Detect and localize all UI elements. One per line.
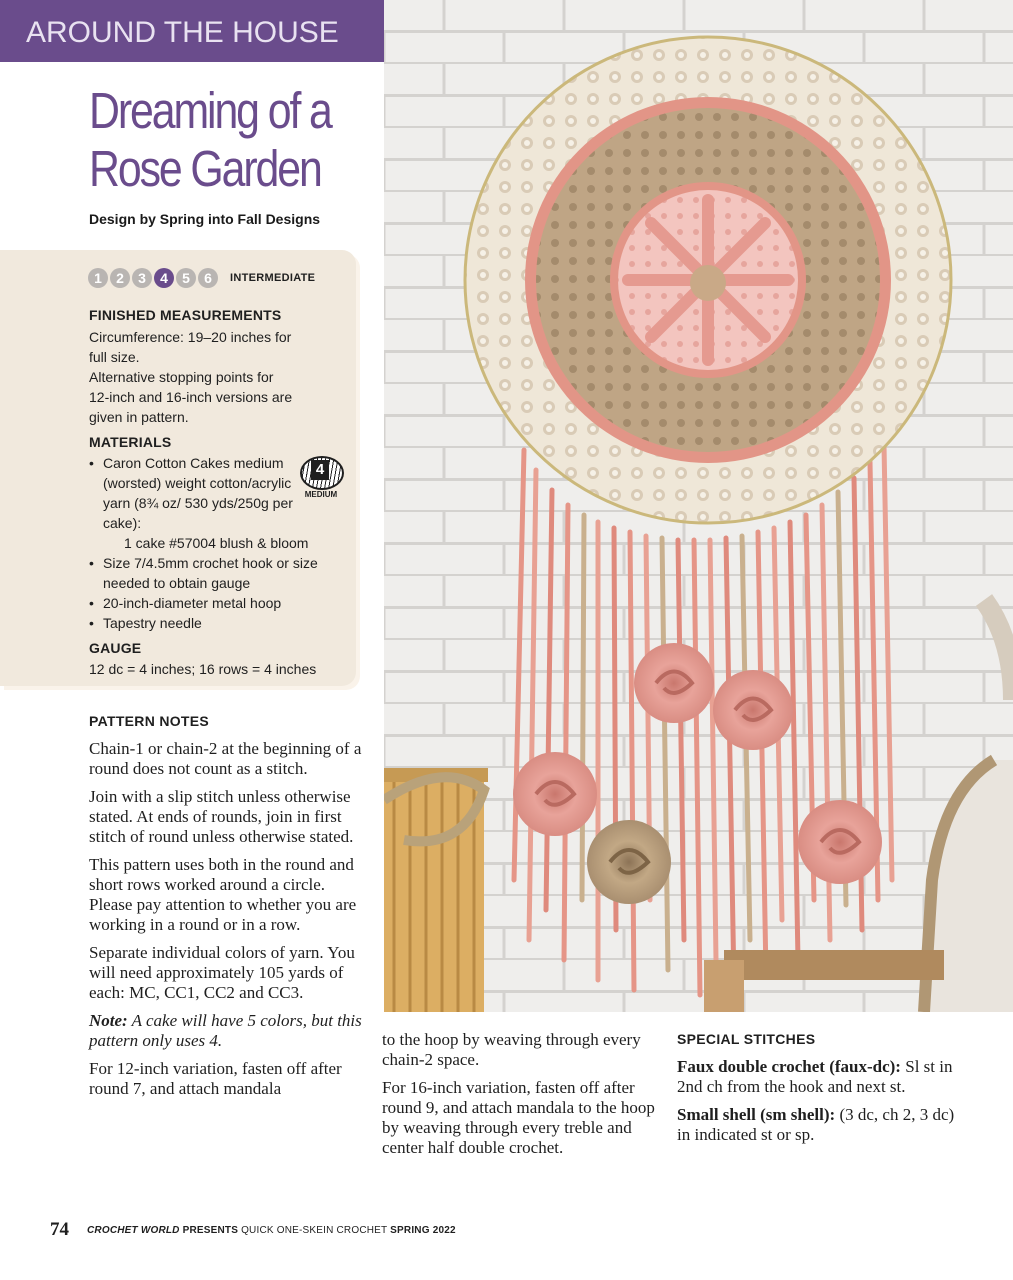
note-paragraph: For 12-inch variation, fasten off after round 7, and attach mandala <box>89 1059 342 1098</box>
finished-measurements-heading: FINISHED MEASUREMENTS <box>89 307 282 323</box>
special-stitches-heading: SPECIAL STITCHES <box>677 1031 816 1047</box>
materials-heading: MATERIALS <box>89 434 172 450</box>
finished-measurements-text <box>89 327 349 427</box>
stitch-text: (3 dc, ch 2, 3 dc) in indicated st or sp. <box>677 1105 955 1144</box>
material-item: • Caron Cotton Cakes medium (worsted) weight cotton/acrylic yarn (8¾ oz/ 530 yds/250g per cake): <box>89 455 293 531</box>
column-1 <box>89 739 367 1107</box>
page-footer <box>87 1225 456 1236</box>
note-text: A cake will have 5 colors, but this pattern only uses 4. <box>89 1011 362 1050</box>
material-item: • 20-inch-diameter metal hoop <box>89 595 282 611</box>
section-label: AROUND THE HOUSE <box>26 16 339 49</box>
skill-dot-5: 5 <box>176 268 196 288</box>
stitch-name: Faux double crochet (faux-dc): <box>677 1057 901 1076</box>
dreamcatcher-illustration <box>384 0 1013 1012</box>
note-paragraph <box>89 1011 367 1051</box>
gauge-heading: GAUGE <box>89 640 142 656</box>
yarn-weight-label: MEDIUM <box>304 490 338 499</box>
fm-line: 12-inch and 16-inch versions are <box>89 389 293 405</box>
gauge-text: 12 dc = 4 inches; 16 rows = 4 inches <box>89 661 317 677</box>
material-item: • Tapestry needle <box>89 615 202 631</box>
stitch-definition <box>677 1105 957 1145</box>
fm-line: given in pattern. <box>89 409 189 425</box>
issue-season: SPRING 2022 <box>390 1225 456 1236</box>
skill-dot-6: 6 <box>198 268 218 288</box>
article-title <box>89 82 408 198</box>
note-paragraph: For 16-inch variation, fasten off after round 9, and attach mandala to the hoop by weaving through every treble and center half double crochet. <box>382 1078 655 1157</box>
fm-line: Circumference: 19–20 inches for <box>89 329 292 345</box>
material-item: • Size 7/4.5mm crochet hook or size needed to obtain gauge <box>89 555 318 591</box>
skill-dot-4: 4 <box>154 268 174 288</box>
title-line-2: Rose Garden <box>89 140 321 197</box>
skill-dot-1: 1 <box>88 268 108 288</box>
page-number: 74 <box>50 1219 69 1240</box>
byline: Design by Spring into Fall Designs <box>89 211 321 227</box>
skill-level-scale <box>88 268 315 288</box>
fm-line: full size. <box>89 349 140 365</box>
fm-line: Alternative stopping points for <box>89 369 274 385</box>
footer-presents: PRESENTS <box>182 1225 239 1236</box>
note-paragraph: Chain-1 or chain-2 at the beginning of a round does not count as a stitch. <box>89 739 362 778</box>
material-subitem: 1 cake #57004 blush & bloom <box>124 535 309 551</box>
note-paragraph: This pattern uses both in the round and short rows worked around a circle. Please pay attention to whether you are working in a round or in a row. <box>89 855 357 934</box>
stitch-definition <box>677 1057 957 1097</box>
note-paragraph: to the hoop by weaving through every chain-2 space. <box>382 1030 641 1069</box>
yarn-weight-icon <box>297 456 345 502</box>
column-2 <box>382 1030 660 1166</box>
column-3 <box>677 1057 957 1153</box>
yarn-weight-number: 4 <box>311 460 329 480</box>
skill-dot-2: 2 <box>110 268 130 288</box>
magazine-name: CROCHET WORLD <box>87 1225 180 1236</box>
note-paragraph: Separate individual colors of yarn. You will need approximately 105 yards of each: MC, CC1, CC2 and CC3. <box>89 943 355 1002</box>
issue-name: QUICK ONE-SKEIN CROCHET <box>241 1225 388 1236</box>
skill-dot-3: 3 <box>132 268 152 288</box>
section-header-band <box>0 0 384 62</box>
note-label: Note: <box>89 1011 128 1030</box>
note-paragraph: Join with a slip stitch unless otherwise stated. At ends of rounds, join in first stitch of round unless otherwise stated. <box>89 787 354 846</box>
stitch-text: Sl st in 2nd ch from the hook and next st. <box>677 1057 953 1096</box>
pattern-notes-heading: PATTERN NOTES <box>89 713 210 729</box>
skill-level-label: INTERMEDIATE <box>230 272 316 284</box>
dreamcatcher-photo <box>384 0 1013 1012</box>
stitch-name: Small shell (sm shell): <box>677 1105 836 1124</box>
title-line-1: Dreaming of a <box>89 82 331 139</box>
